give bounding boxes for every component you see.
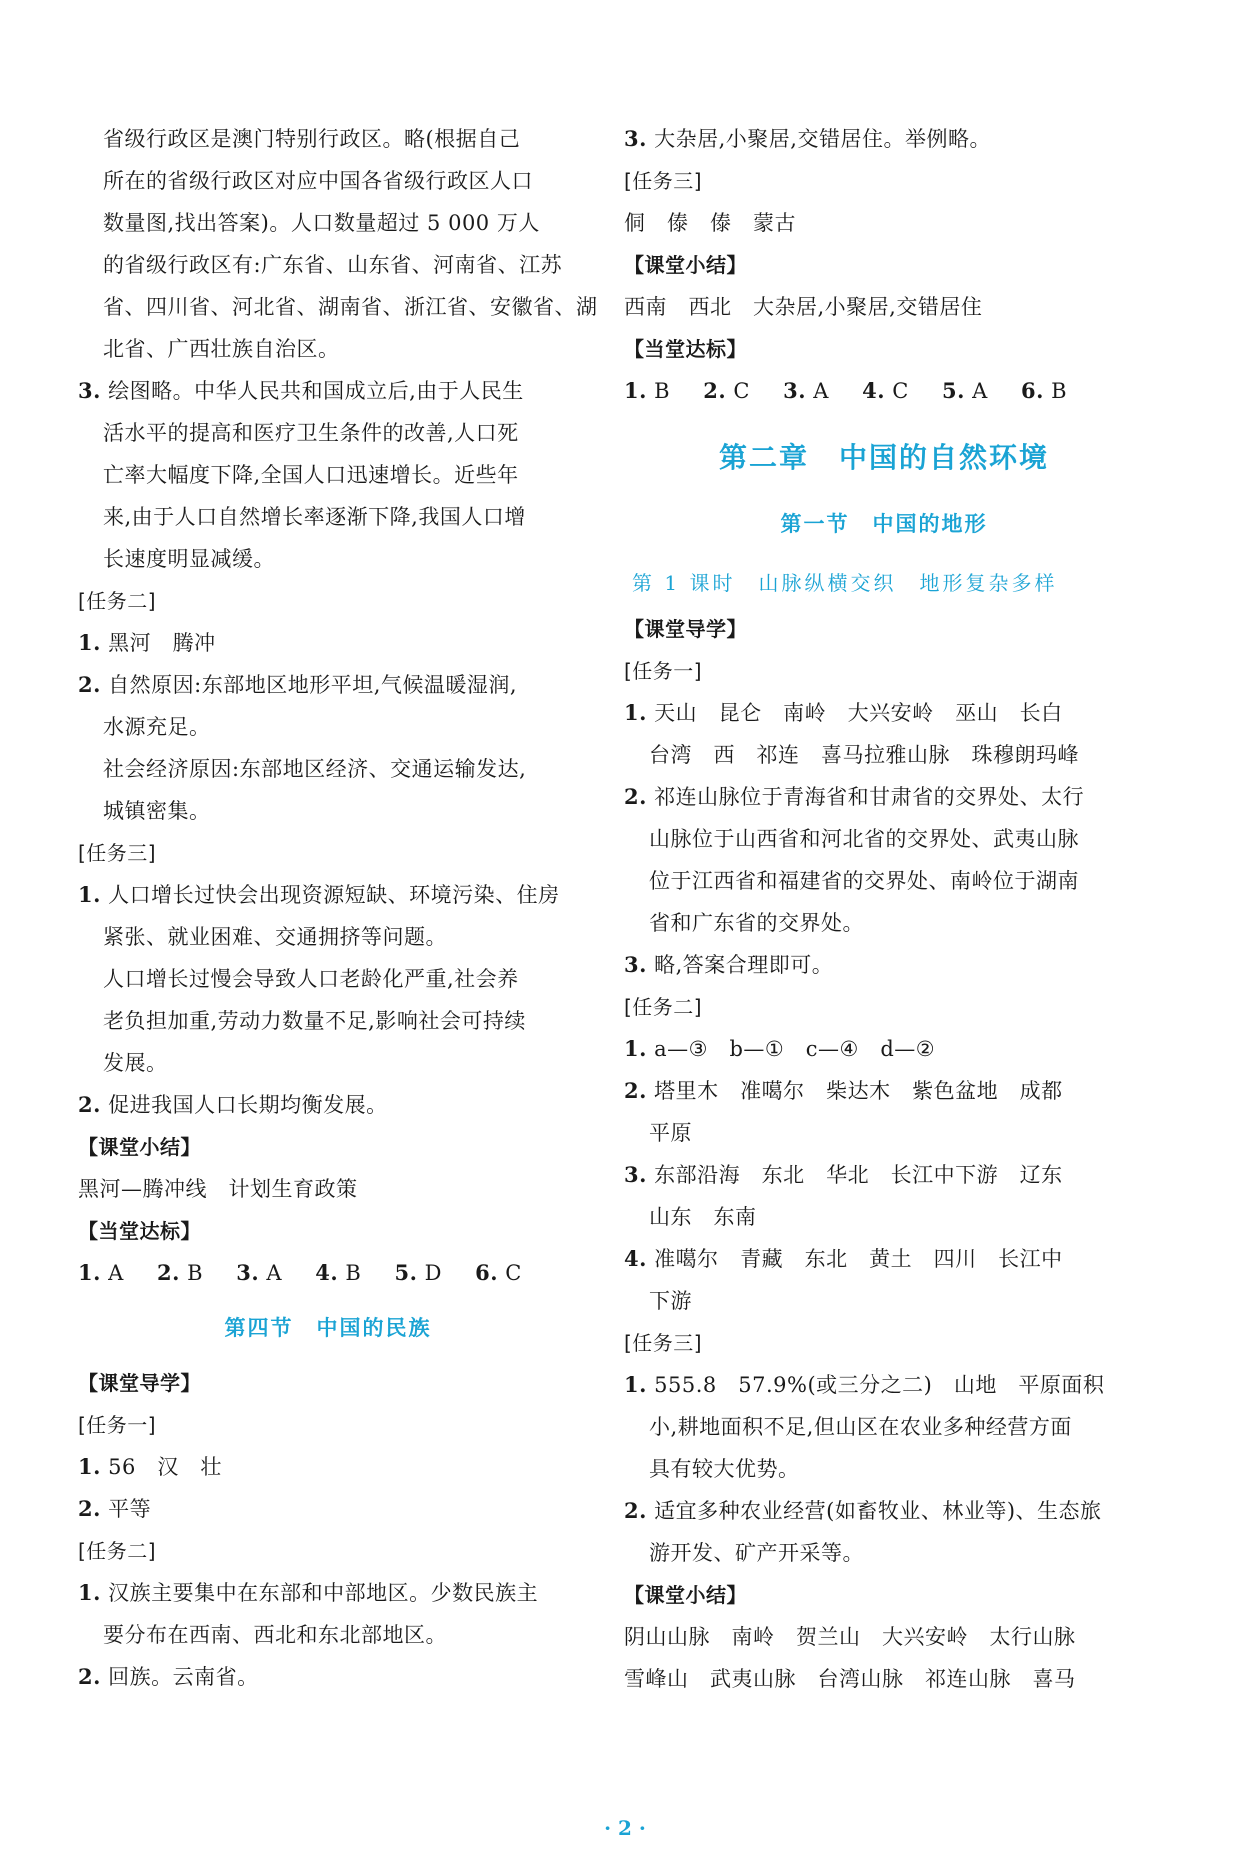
test-heading: 【当堂达标】	[78, 1219, 201, 1243]
task-heading: [任务三]	[624, 169, 703, 193]
chapter-title: 第二章 中国的自然环境	[718, 441, 1049, 474]
test-heading: 【当堂达标】	[624, 337, 747, 361]
lesson-title: 第 1 课时 山脉纵横交织 地形复杂多样	[632, 571, 1058, 595]
guide-heading: 【课堂导学】	[78, 1371, 201, 1395]
text-line: 的省级行政区有:广东省、山东省、河南省、江苏	[103, 253, 563, 277]
answer-list: 1. B 2. C 3. A 4. C 5. A 6. B	[624, 378, 1068, 403]
task-heading: [任务三]	[78, 841, 157, 865]
text-line: 数量图,找出答案)。人口数量超过 5 000 万人	[103, 211, 540, 235]
left-column	[78, 118, 598, 1698]
task-heading: [任务一]	[624, 659, 703, 683]
answer-item: 2. 祁连山脉位于青海省和甘肃省的交界处、太行	[624, 784, 1085, 809]
section-title: 第一节 中国的地形	[780, 512, 988, 536]
text-line: 平原	[649, 1121, 692, 1145]
answer-item: 2. 平等	[78, 1496, 152, 1521]
answer-list: 1. A 2. B 3. A 4. B 5. D 6. C	[78, 1260, 522, 1285]
answer-item: 1. 555.8 57.9%(或三分之二) 山地 平原面积	[624, 1372, 1105, 1397]
page-number: · 2 ·	[604, 1816, 646, 1840]
answer-item: 1. 黑河 腾冲	[78, 630, 216, 655]
summary-text: 黑河—腾冲线 计划生育政策	[78, 1177, 358, 1201]
text-line: 发展。	[103, 1051, 168, 1075]
text-line: 游开发、矿产开采等。	[649, 1541, 864, 1565]
task-heading: [任务二]	[78, 1539, 157, 1563]
summary-heading: 【课堂小结】	[624, 253, 747, 277]
text-line: 亡率大幅度下降,全国人口迅速增长。近些年	[103, 463, 519, 487]
answer-item: 2. 回族。云南省。	[78, 1664, 259, 1689]
text-line: 长速度明显减缓。	[103, 547, 275, 571]
summary-text: 雪峰山 武夷山脉 台湾山脉 祁连山脉 喜马	[624, 1667, 1076, 1691]
answer-item: 1. a—③ b—① c—④ d—②	[624, 1036, 936, 1061]
answer-item-3: 3. 绘图略。中华人民共和国成立后,由于人民生	[78, 378, 524, 403]
text-line: 下游	[649, 1289, 692, 1313]
answer-item: 1. 56 汉 壮	[78, 1454, 222, 1479]
text-line: 省、四川省、河北省、湖南省、浙江省、安徽省、湖	[103, 295, 598, 319]
answer-item: 3. 大杂居,小聚居,交错居住。举例略。	[624, 126, 991, 151]
text-line: 省和广东省的交界处。	[649, 911, 864, 935]
text-line: 小,耕地面积不足,但山区在农业多种经营方面	[649, 1415, 1072, 1439]
text-line: 老负担加重,劳动力数量不足,影响社会可持续	[103, 1009, 526, 1033]
text-line: 社会经济原因:东部地区经济、交通运输发达,	[103, 757, 527, 781]
text-line: 台湾 西 祁连 喜马拉雅山脉 珠穆朗玛峰	[649, 743, 1079, 767]
task-heading: [任务二]	[624, 995, 703, 1019]
answer-item: 2. 适宜多种农业经营(如畜牧业、林业等)、生态旅	[624, 1498, 1102, 1523]
text-line: 具有较大优势。	[649, 1457, 800, 1481]
answer-item: 2. 促进我国人口长期均衡发展。	[78, 1092, 388, 1117]
text-line: 所在的省级行政区对应中国各省级行政区人口	[103, 169, 533, 193]
task-heading: [任务三]	[624, 1331, 703, 1355]
text-line: 活水平的提高和医疗卫生条件的改善,人口死	[103, 421, 519, 445]
text-line: 要分布在西南、西北和东北部地区。	[103, 1623, 447, 1647]
summary-text: 阴山山脉 南岭 贺兰山 大兴安岭 太行山脉	[624, 1625, 1076, 1649]
text-line: 人口增长过慢会导致人口老龄化严重,社会养	[103, 967, 519, 991]
answer-item: 1. 人口增长过快会出现资源短缺、环境污染、住房	[78, 882, 560, 907]
task-heading: [任务二]	[78, 589, 157, 613]
summary-heading: 【课堂小结】	[624, 1583, 747, 1607]
answer-item: 1. 天山 昆仑 南岭 大兴安岭 巫山 长白	[624, 700, 1063, 725]
text-line: 北省、广西壮族自治区。	[103, 337, 340, 361]
answer-item: 3. 略,答案合理即可。	[624, 952, 834, 977]
answer-item: 2. 塔里木 准噶尔 柴达木 紫色盆地 成都	[624, 1078, 1063, 1103]
answer-item: 1. 汉族主要集中在东部和中部地区。少数民族主	[78, 1580, 539, 1605]
text-line: 山脉位于山西省和河北省的交界处、武夷山脉	[649, 827, 1079, 851]
right-column	[624, 118, 1144, 1700]
text-line: 侗 傣 傣 蒙古	[624, 211, 796, 235]
text-line: 水源充足。	[103, 715, 211, 739]
task-heading: [任务一]	[78, 1413, 157, 1437]
text-line: 紧张、就业困难、交通拥挤等问题。	[103, 925, 447, 949]
answer-item: 3. 东部沿海 东北 华北 长江中下游 辽东	[624, 1162, 1063, 1187]
summary-heading: 【课堂小结】	[78, 1135, 201, 1159]
text-line: 来,由于人口自然增长率逐渐下降,我国人口增	[103, 505, 526, 529]
answer-item: 4. 准噶尔 青藏 东北 黄土 四川 长江中	[624, 1246, 1063, 1271]
text-line: 省级行政区是澳门特别行政区。略(根据自己	[103, 127, 521, 151]
text-line: 山东 东南	[649, 1205, 757, 1229]
guide-heading: 【课堂导学】	[624, 617, 747, 641]
section-title: 第四节 中国的民族	[224, 1316, 432, 1340]
answer-item: 2. 自然原因:东部地区地形平坦,气候温暖湿润,	[78, 672, 518, 697]
text-line: 位于江西省和福建省的交界处、南岭位于湖南	[649, 869, 1079, 893]
summary-text: 西南 西北 大杂居,小聚居,交错居住	[624, 295, 983, 319]
text-line: 城镇密集。	[103, 799, 211, 823]
